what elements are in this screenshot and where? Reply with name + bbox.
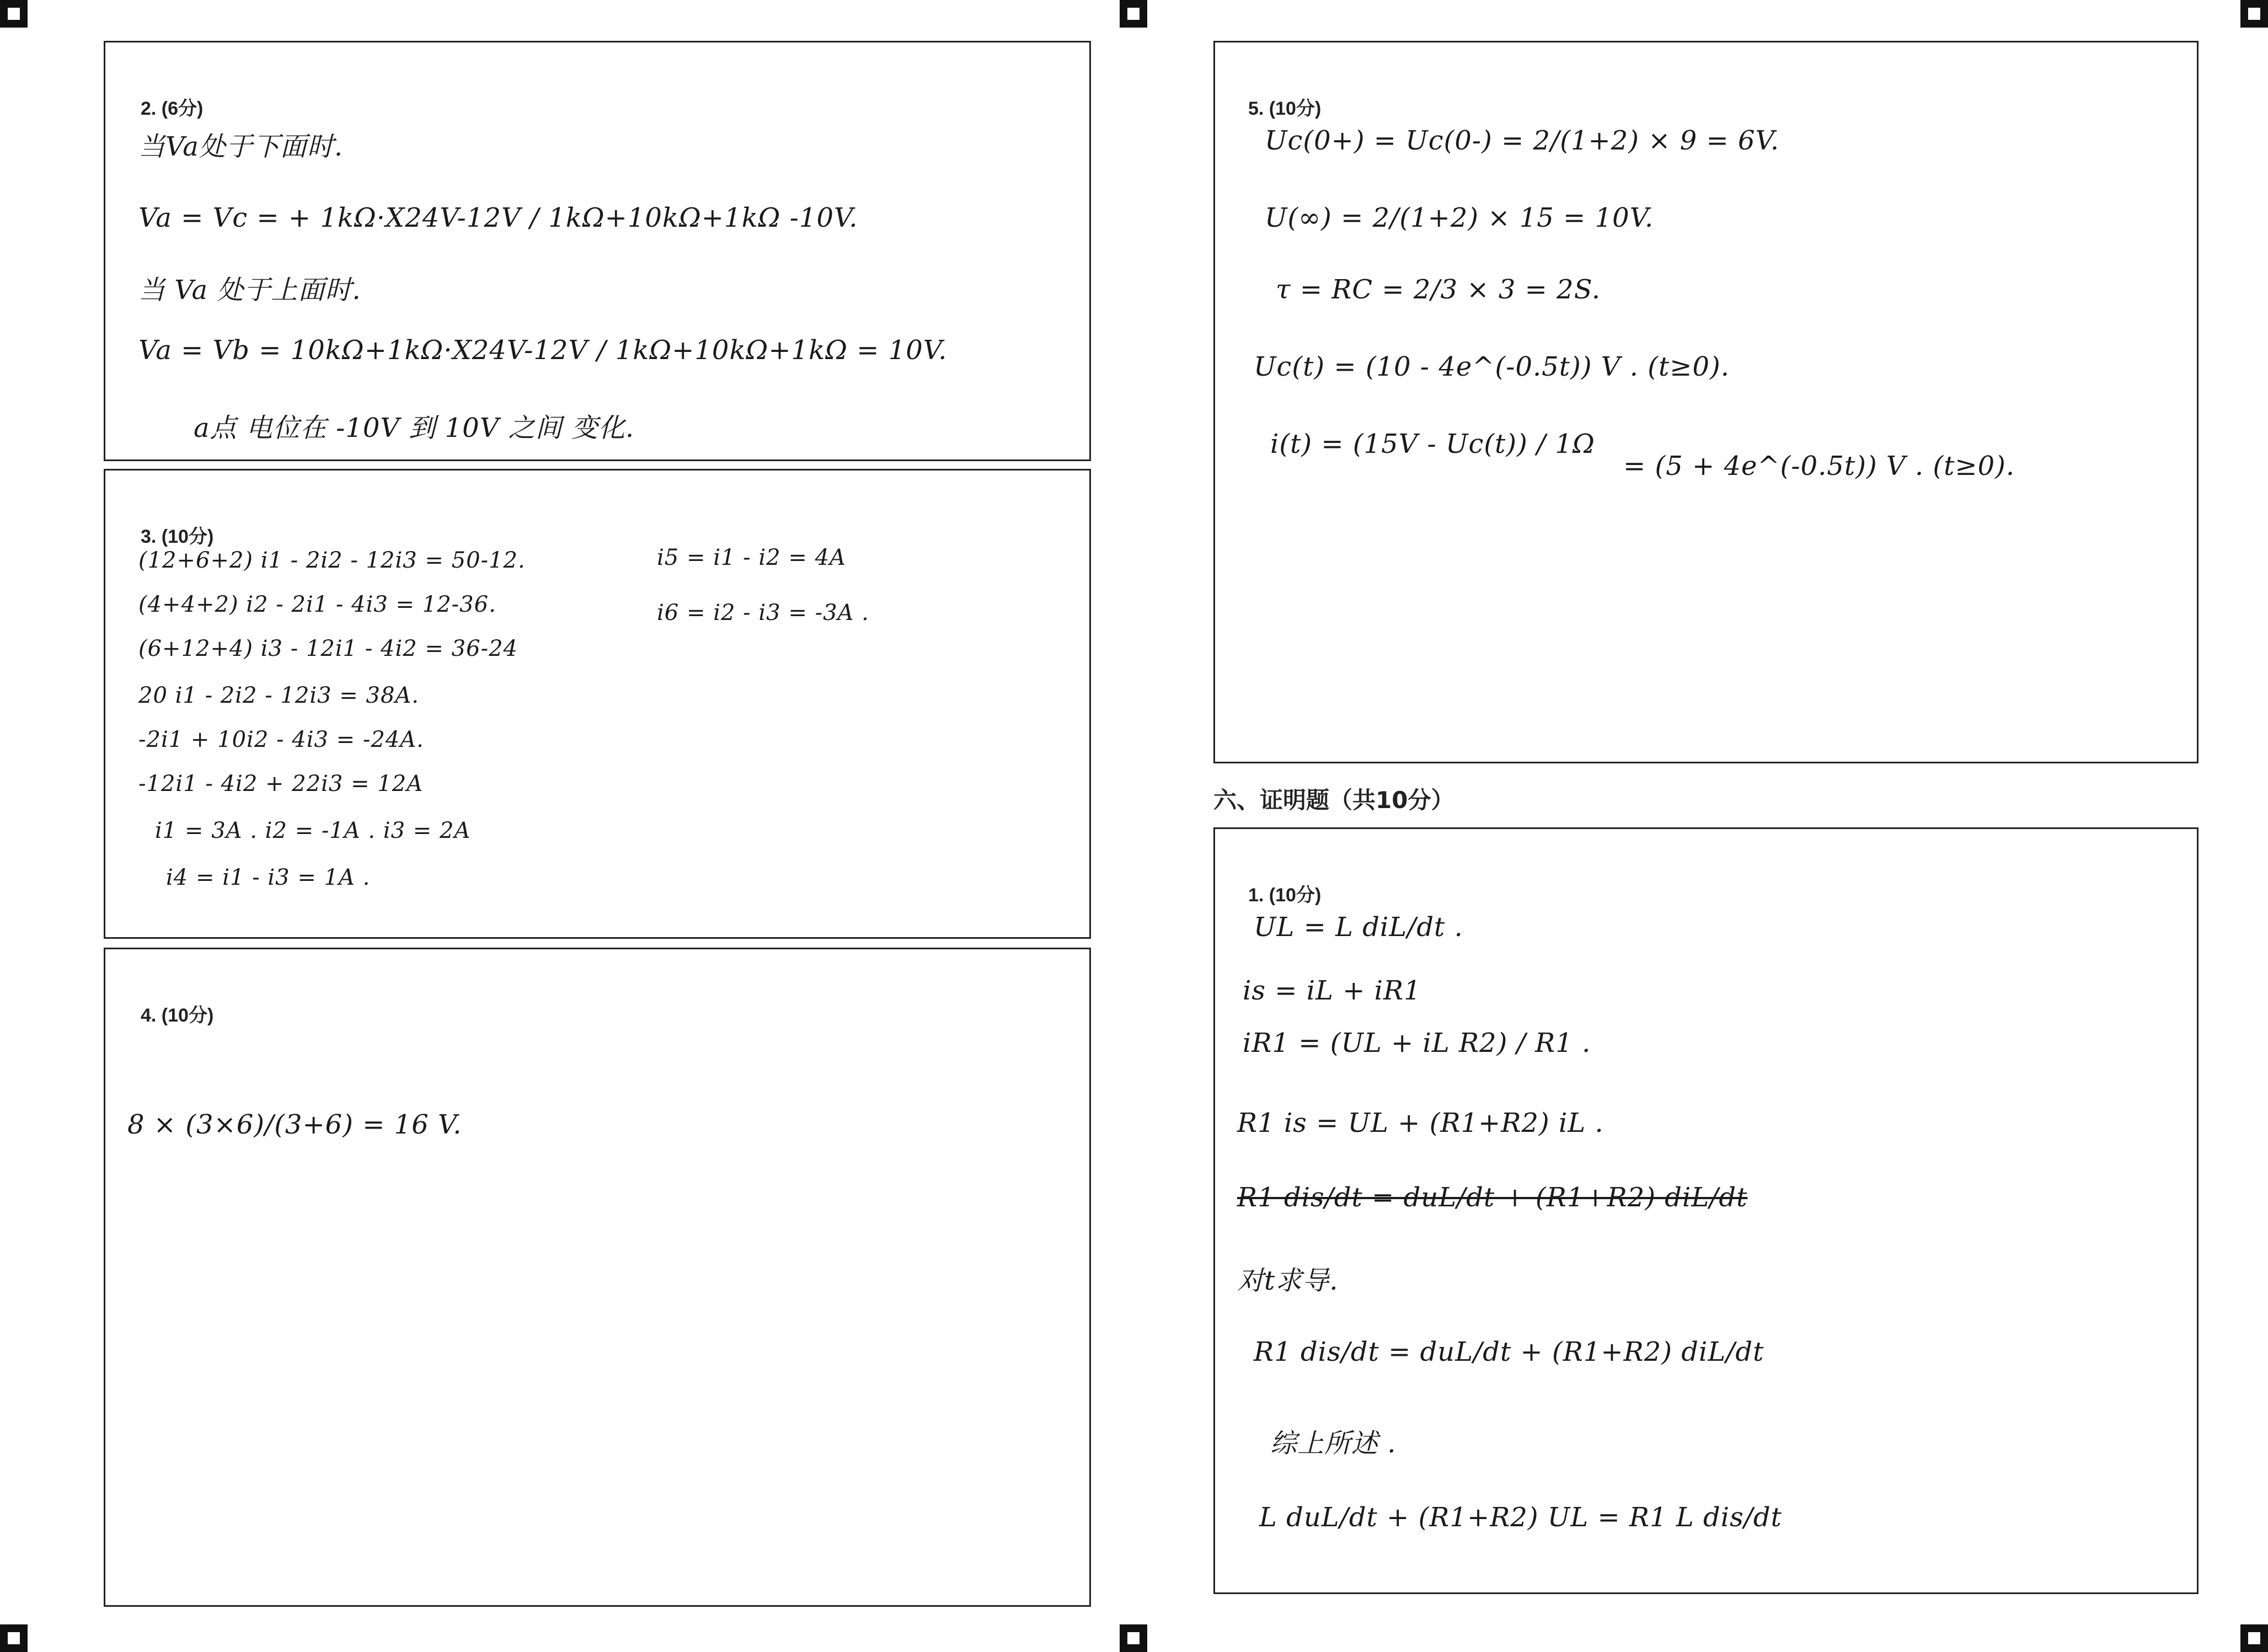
handwritten-line: = (5 + 4e^(-0.5t)) V . (t≥0). <box>1623 451 2015 482</box>
handwritten-line: R1 is = UL + (R1+R2) iL . <box>1237 1108 1604 1138</box>
question-label: 2. (6分) <box>141 98 204 119</box>
handwritten-side-line: i5 = i1 - i2 = 4A <box>657 545 846 570</box>
handwritten-line: 当 Va 处于上面时. <box>138 275 361 306</box>
corner-marker-bottom-left <box>0 1624 28 1652</box>
handwritten-line: Va = Vb = 10kΩ+1kΩ·X24V-12V / 1kΩ+10kΩ+1kΩ = 10V. <box>138 335 948 366</box>
answer-box-q4 <box>104 948 1091 1607</box>
handwritten-line: 20 i1 - 2i2 - 12i3 = 38A. <box>138 683 420 708</box>
handwritten-line: -2i1 + 10i2 - 4i3 = -24A. <box>138 727 424 752</box>
answer-box-proof1 <box>1213 827 2199 1594</box>
section-title: 六、证明题（共10分） <box>1213 787 1454 814</box>
answer-box-q2 <box>104 41 1091 461</box>
handwritten-line: Uc(0+) = Uc(0-) = 2/(1+2) × 9 = 6V. <box>1265 125 1780 156</box>
handwritten-line: 8 × (3×6)/(3+6) = 16 V. <box>127 1109 462 1140</box>
handwritten-line: -12i1 - 4i2 + 22i3 = 12A <box>138 771 424 796</box>
handwritten-line: Uc(t) = (10 - 4e^(-0.5t)) V . (t≥0). <box>1254 351 1730 382</box>
handwritten-line: R1 dis/dt = duL/dt + (R1+R2) diL/dt <box>1254 1336 1764 1367</box>
answer-box-q3 <box>104 469 1091 939</box>
question-label: 5. (10分) <box>1248 98 1322 119</box>
handwritten-side-line: i6 = i2 - i3 = -3A . <box>657 600 869 625</box>
handwritten-line: Va = Vc = + 1kΩ·X24V-12V / 1kΩ+10kΩ+1kΩ -10V. <box>138 202 858 233</box>
handwritten-line: is = iL + iR1 <box>1243 975 1421 1006</box>
corner-marker-top-right <box>2240 0 2268 28</box>
handwritten-line: U(∞) = 2/(1+2) × 15 = 10V. <box>1265 202 1654 233</box>
corner-marker-top-center <box>1120 0 1147 28</box>
handwritten-line: i4 = i1 - i3 = 1A . <box>166 865 371 890</box>
handwritten-line: (4+4+2) i2 - 2i1 - 4i3 = 12-36. <box>138 592 496 617</box>
handwritten-line: L duL/dt + (R1+R2) UL = R1 L dis/dt <box>1259 1502 1782 1533</box>
handwritten-line: (6+12+4) i3 - 12i1 - 4i2 = 36-24 <box>138 636 518 661</box>
corner-marker-bottom-right <box>2240 1624 2268 1652</box>
handwritten-line: iR1 = (UL + iL R2) / R1 . <box>1243 1028 1591 1058</box>
corner-marker-bottom-center <box>1120 1624 1147 1652</box>
question-label: 3. (10分) <box>141 526 214 547</box>
handwritten-line: 综上所述 . <box>1270 1428 1397 1459</box>
handwritten-line: a点 电位在 -10V 到 10V 之间 变化. <box>194 413 635 443</box>
answer-box-q5 <box>1213 41 2199 763</box>
handwritten-line: UL = L diL/dt . <box>1254 912 1463 943</box>
question-label: 1. (10分) <box>1248 885 1322 906</box>
handwritten-line: τ = RC = 2/3 × 3 = 2S. <box>1276 274 1601 305</box>
handwritten-line: i1 = 3A . i2 = -1A . i3 = 2A <box>155 818 471 843</box>
handwritten-line: (12+6+2) i1 - 2i2 - 12i3 = 50-12. <box>138 548 526 573</box>
handwritten-line: i(t) = (15V - Uc(t)) / 1Ω <box>1270 429 1595 459</box>
corner-marker-top-left <box>0 0 28 28</box>
handwritten-line: 对t求导. <box>1237 1265 1339 1296</box>
handwritten-struck-line: R1 dis/dt = duL/dt + (R1+R2) diL/dt <box>1237 1182 1748 1213</box>
question-label: 4. (10分) <box>141 1005 214 1026</box>
handwritten-line: 当Va处于下面时. <box>138 131 344 162</box>
